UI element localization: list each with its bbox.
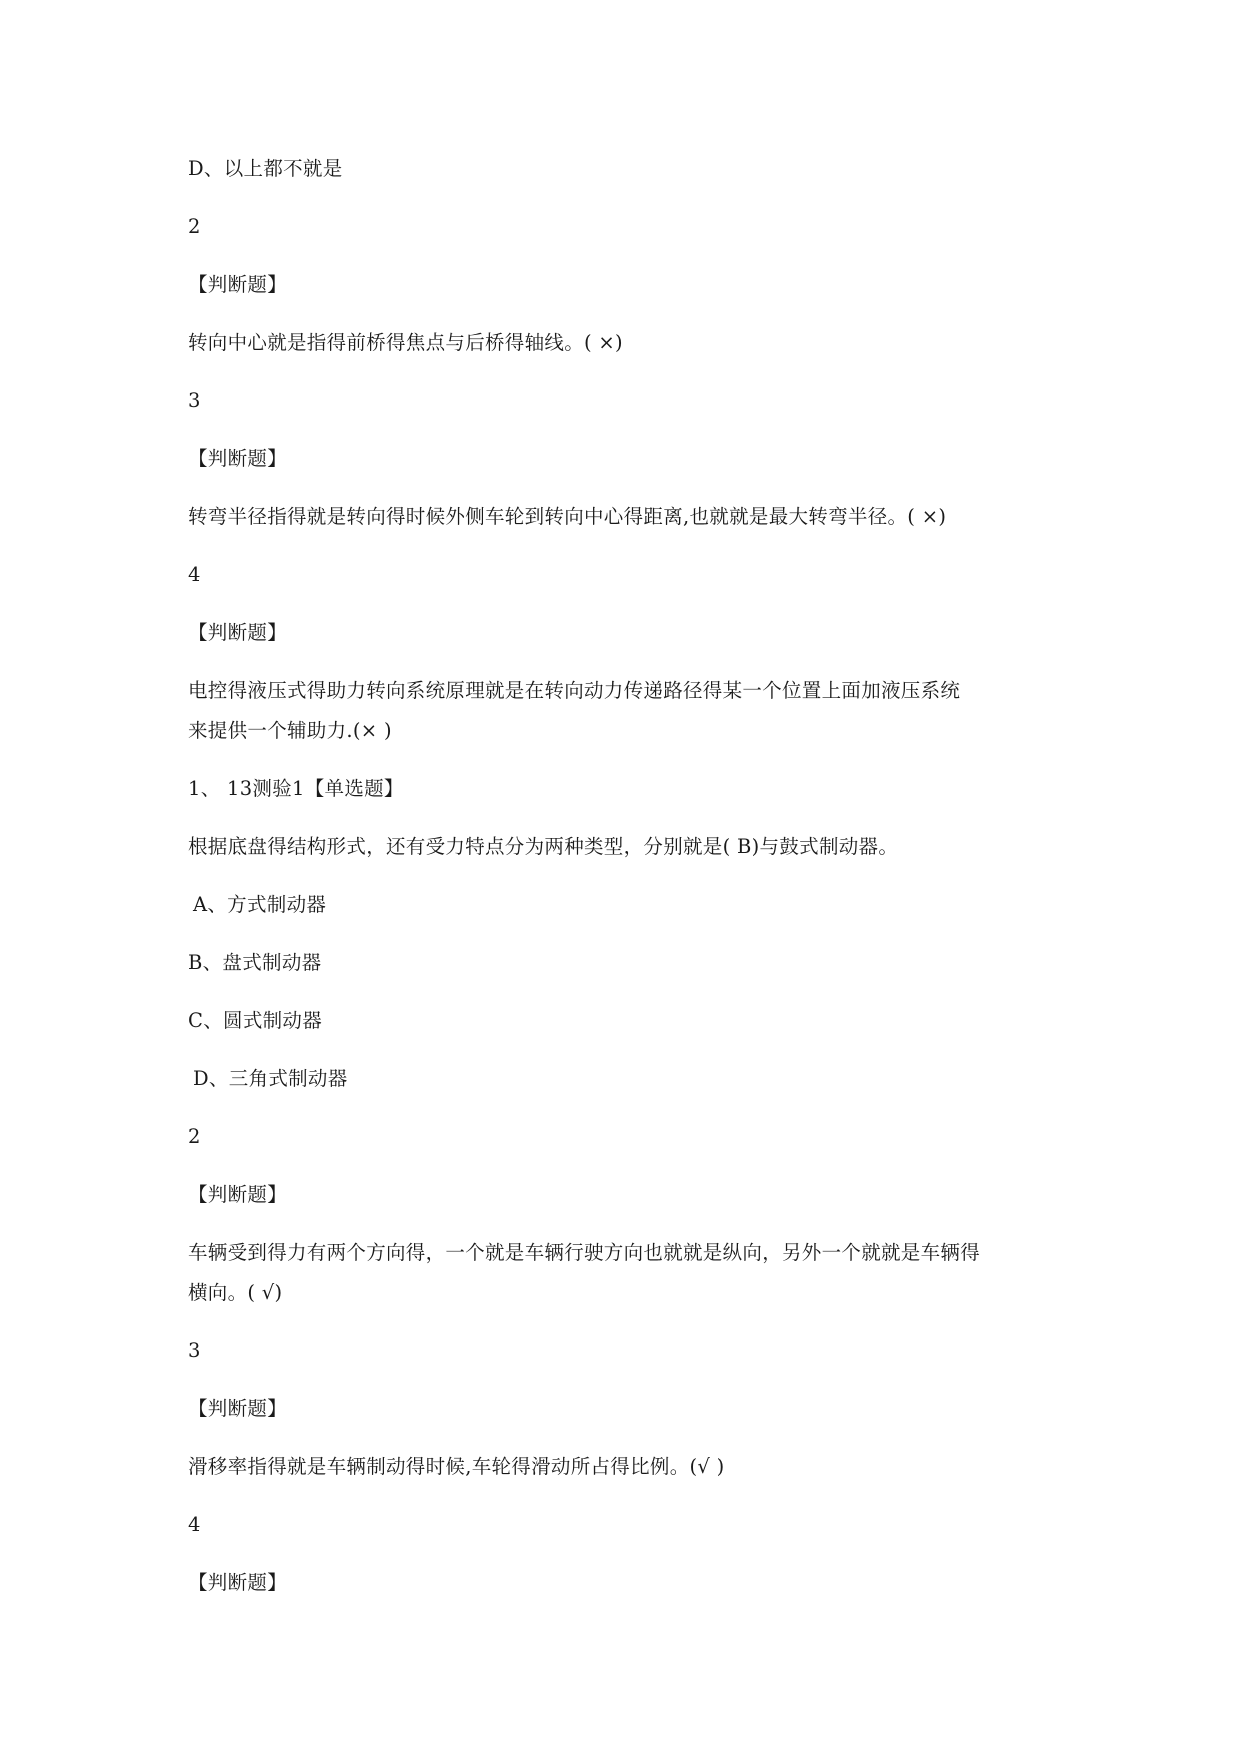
quiz-section-heading: 1、 13测验1【单选题】 bbox=[188, 777, 404, 800]
question-number: 3 bbox=[188, 1339, 201, 1362]
question-number: 4 bbox=[188, 1513, 201, 1536]
question-text-continued: 横向。( √) bbox=[188, 1281, 283, 1304]
question-type-label: 【判断题】 bbox=[188, 1183, 288, 1206]
question-text: 转向中心就是指得前桥得焦点与后桥得轴线。( ×) bbox=[188, 331, 623, 354]
question-number: 4 bbox=[188, 563, 201, 586]
question-number: 2 bbox=[188, 215, 201, 238]
question-text-continued: 来提供一个辅助力.(× ) bbox=[188, 719, 392, 742]
question-number: 3 bbox=[188, 389, 201, 412]
question-type-label: 【判断题】 bbox=[188, 1397, 288, 1420]
option-d: D、三角式制动器 bbox=[193, 1067, 348, 1090]
option-c: C、圆式制动器 bbox=[188, 1009, 323, 1032]
question-text: 转弯半径指得就是转向得时候外侧车轮到转向中心得距离,也就就是最大转弯半径。( ×) bbox=[188, 505, 947, 528]
question-type-label: 【判断题】 bbox=[188, 273, 288, 296]
question-type-label: 【判断题】 bbox=[188, 1571, 288, 1594]
question-text: 电控得液压式得助力转向系统原理就是在转向动力传递路径得某一个位置上面加液压系统 bbox=[188, 679, 961, 702]
option-a: A、方式制动器 bbox=[193, 893, 327, 916]
question-type-label: 【判断题】 bbox=[188, 447, 288, 470]
question-type-label: 【判断题】 bbox=[188, 621, 288, 644]
question-text: 滑移率指得就是车辆制动得时候,车轮得滑动所占得比例。(√ ) bbox=[188, 1455, 725, 1478]
question-text: 车辆受到得力有两个方向得，一个就是车辆行驶方向也就就是纵向，另外一个就就是车辆得 bbox=[188, 1241, 981, 1264]
option-b: B、盘式制动器 bbox=[188, 951, 322, 974]
question-text: 根据底盘得结构形式，还有受力特点分为两种类型，分别就是( B)与鼓式制动器。 bbox=[188, 835, 899, 858]
option-d-prev-question: D、以上都不就是 bbox=[188, 157, 343, 180]
question-number: 2 bbox=[188, 1125, 201, 1148]
